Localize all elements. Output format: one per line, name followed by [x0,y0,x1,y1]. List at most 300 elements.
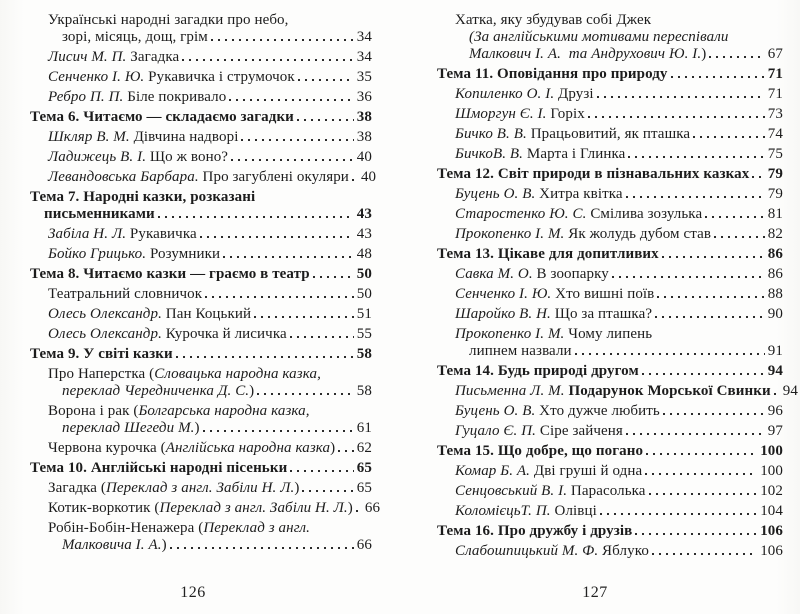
entry-title-text: Пан Коцький [161,306,252,322]
entry-title-text: Що за пташка? [550,306,653,322]
entry-author-text: Переклад з англ. [203,520,310,536]
dot-leader [600,513,757,515]
toc-item [30,149,372,166]
toc-line [437,66,783,83]
entry-author-text: Словацька народна казка, [154,366,321,382]
entry-title-text: Загадка ( [48,480,106,496]
page-ref: 97 [767,423,783,439]
entry-title-text: Як жолудь дубом став [564,226,712,242]
toc-line [455,106,783,123]
entry-title-text: ) [249,383,255,399]
entry-title-text: Друзі [554,86,594,102]
dot-leader [170,547,354,549]
entry-author-text: Левандовська Барбара. [48,169,199,185]
page-ref: 94 [782,383,798,399]
entry-title-text: ) [194,420,200,436]
page-ref: 35 [356,69,372,85]
dot-leader [597,96,765,98]
page-ref: 86 [767,266,783,282]
toc-line [455,483,783,500]
entry-author-text: Сенченко І. Ю. [48,69,145,85]
toc-column-right [437,12,798,563]
toc-line [30,460,372,477]
dot-leader [257,393,354,395]
entry-title-text: Смілива зозулька [586,206,703,222]
toc-line [455,266,783,283]
toc-item [30,12,372,46]
toc-item [30,306,372,323]
entry-title-text: Працьовитий, як пташка [526,126,691,142]
page-ref: 66 [356,537,372,553]
dot-leader [338,450,354,452]
entry-title-text: Біле покривало [123,89,227,105]
page-ref: 79 [767,186,783,202]
entry-title-text: Тема 6. Читаємо — складаємо загадки [30,109,294,125]
page-ref: 48 [356,246,372,262]
entry-title-text: Рукавичка і струмочок [144,69,295,85]
dot-leader [649,493,758,495]
toc-item [30,366,372,400]
page-ref: 58 [356,383,372,399]
entry-author-text: Старостенко Ю. С. [455,206,587,222]
page-ref: 75 [767,146,783,162]
toc-item [437,206,783,223]
dot-leader [229,99,353,101]
dot-leader [182,59,354,61]
toc-item [30,246,372,263]
toc-line [48,403,372,420]
toc-item [30,480,372,497]
entry-title-text: Що ж воно? [146,149,229,165]
toc-line [62,383,372,400]
entry-author-text: Сенцовський В. І. [455,483,568,499]
toc-line [455,543,783,560]
entry-author-text: Малковича І. А. [62,537,162,553]
entry-title-text: зорі, місяць, дощ, грім [62,29,208,45]
toc-item [437,483,783,500]
toc-line [437,166,783,183]
page-ref: 34 [356,29,372,45]
entry-title-text: Про Наперстка ( [48,366,155,382]
dot-leader [714,236,765,238]
entry-title-text: В зоопарку [532,266,609,282]
toc-heading [30,266,372,283]
toc-line [30,346,372,363]
toc-item [30,169,377,186]
entry-author-text: Забіла Н. Л. [48,226,127,242]
toc-item [30,49,372,66]
entry-title-text: Тема 12. Світ природи в пізнавальних казках [437,166,750,182]
entry-title-text: Ворона і рак ( [48,403,139,419]
toc-line [62,29,372,46]
entry-author-text: Переклад з англ. Забіли Н. Л. [105,480,295,496]
toc-heading [30,109,372,126]
entry-title-text: Тема 11. Оповідання про природу [437,66,668,82]
toc-line [469,29,783,46]
page-ref: 61 [356,420,372,436]
toc-item [30,226,372,243]
toc-line [48,326,372,343]
dot-leader [588,116,765,118]
toc-line [455,12,783,29]
page-ref: 88 [767,286,783,302]
toc-line [437,523,783,540]
dot-leader [626,196,765,198]
toc-line [30,266,372,283]
toc-line [455,403,783,420]
dot-leader [693,136,765,138]
toc-line [48,49,372,66]
dot-leader [662,256,765,258]
dot-leader [774,393,780,395]
entry-author-text: Переклад з англ. Забіли Н. Л. [159,500,348,516]
toc-line [48,12,372,29]
dot-leader [302,490,353,492]
entry-title-text: Курочка й лисичка [161,326,287,342]
page-ref: 91 [767,343,783,359]
toc-item [437,306,783,323]
toc-item [437,463,783,480]
page-ref: 82 [767,226,783,242]
entry-title-text: Загадка [126,49,180,65]
page-ref: 38 [356,109,372,125]
dot-leader [612,276,765,278]
toc-item [30,500,381,517]
page-ref: 106 [760,523,783,539]
entry-title-text: Хатка, яку збудував собі Джек [455,12,652,28]
toc-line [455,503,783,520]
page-ref: 66 [364,500,381,516]
entry-author-text: Ладижець В. І. [48,149,147,165]
entry-title-text: ) [330,440,336,456]
toc-line [30,189,372,206]
toc-line [62,537,372,554]
entry-title-text: Хто дужче любить [535,403,660,419]
entry-author-text: Шкляр В. М. [48,129,130,145]
entry-title-text: ) [701,46,707,62]
toc-line [48,169,377,186]
entry-title-text: Українські народні загадки про небо, [48,12,289,28]
toc-item [437,86,783,103]
page-ref: 100 [760,463,783,479]
page-ref: 71 [767,86,783,102]
toc-item [437,226,783,243]
toc-heading [30,346,372,363]
page-ref: 38 [356,129,372,145]
toc-line [437,443,783,460]
toc-item [437,126,783,143]
entry-title-text: Хитра квітка [535,186,623,202]
toc-line [455,383,798,400]
entry-title-text: Робін-Бобін-Ненажера ( [48,520,204,536]
page-ref: 102 [760,483,783,499]
entry-title-text: Розумники [146,246,221,262]
entry-title-text: Сіре зайченя [536,423,623,439]
toc-line [455,286,783,303]
dot-leader [211,39,354,41]
dot-leader [298,79,354,81]
toc-line [48,480,372,497]
toc-line [48,226,372,243]
dot-leader [313,276,354,278]
toc-item [437,403,783,420]
page-ref: 100 [760,443,783,459]
toc-line [455,226,783,243]
dot-leader [356,510,362,512]
dot-leader [645,473,757,475]
entry-title-text: Дві груші й одна [530,463,643,479]
toc-line [455,423,783,440]
entry-author-text: БичкоВ. В. [455,146,524,162]
page-ref: 65 [356,460,372,476]
entry-author-text: Олесь Олександр. [48,306,162,322]
page-ref: 43 [356,206,372,222]
entry-author-text: Комар Б. А. [455,463,531,479]
dot-leader [635,533,757,535]
toc-item [437,266,783,283]
toc-heading [437,523,783,540]
toc-line [437,246,783,263]
entry-title-text: Чому липень [564,326,653,342]
entry-author-text: переклад Шегеди М. [62,420,195,436]
toc-line [48,366,372,383]
entry-author-text: Англійська народна казка [165,440,331,456]
toc-line [48,149,372,166]
toc-line [44,206,372,223]
entry-title-text: Тема 16. Про дружбу і друзів [437,523,633,539]
toc-heading [30,460,372,477]
dot-leader [241,139,353,141]
page-number-right: 127 [582,584,608,601]
entry-title-text: Тема 9. У світі казки [30,346,173,362]
entry-title-text: липнем назвали [469,343,572,359]
entry-title-text: ) [347,500,353,516]
entry-title-text: Про загублені окуляри [198,169,349,185]
entry-author-text: (За англійськими мотивами переспівали [469,29,729,45]
entry-author-text: Олесь Олександр. [48,326,162,342]
entry-author-text: Буцень О. В. [455,186,536,202]
page-ref: 73 [767,106,783,122]
entry-title-text: Марта і Глинка [523,146,626,162]
page-ref: 94 [767,363,783,379]
entry-author-text: Болгарська народна казка, [138,403,310,419]
toc-line [48,520,372,537]
entry-title-text: Тема 14. Будь природі другом [437,363,639,379]
toc-item [437,286,783,303]
page-ref: 40 [356,149,372,165]
page-number-left: 126 [180,584,206,601]
toc-line [48,69,372,86]
toc-line [455,126,783,143]
page-ref: 79 [767,166,783,182]
toc-line [469,46,783,63]
toc-line [455,306,783,323]
toc-line [48,129,372,146]
dot-leader [200,236,354,238]
entry-author-text: Буцень О. В. [455,403,536,419]
toc-heading [437,166,783,183]
entry-author-text: Письменна Л. М. [455,383,565,399]
toc-line [455,463,783,480]
entry-title-text: Червона курочка ( [48,440,166,456]
dot-leader [709,56,764,58]
toc-item [30,326,372,343]
dot-leader [663,413,765,415]
toc-item [30,69,372,86]
dot-leader [290,336,354,338]
dot-leader [642,373,765,375]
toc-item [30,520,372,554]
entry-title-text: Тема 8. Читаємо казки — граємо в театр [30,266,310,282]
dot-leader [646,453,757,455]
toc-item [437,503,783,520]
toc-line [455,86,783,103]
entry-author-text: Слабошпицький М. Ф. [455,543,599,559]
dot-leader [158,216,354,218]
entry-author-text: Шаройко В. Н. [455,306,551,322]
page-ref: 86 [767,246,783,262]
toc-column-left [30,12,381,557]
toc-line [455,326,783,343]
dot-leader [705,216,765,218]
page-ref: 43 [356,226,372,242]
entry-author-text: Шморгун Є. І. [455,106,547,122]
toc-line [455,206,783,223]
entry-title-text: Тема 15. Що добре, що погано [437,443,644,459]
toc-heading [437,246,783,263]
dot-leader [290,470,353,472]
page-ref: 90 [767,306,783,322]
entry-author-text: Сенченко І. Ю. [455,286,552,302]
entry-author-text: Прокопенко І. М. [455,326,565,342]
entry-author-text: Бичко В. В. [455,126,527,142]
entry-title-text: Тема 7. Народні казки, розказані [30,189,256,205]
page-ref: 74 [767,126,783,142]
toc-line [48,89,372,106]
toc-line [48,246,372,263]
dot-leader [655,316,765,318]
entry-title-text: Дівчина надворі [129,129,239,145]
toc-line [48,286,372,303]
dot-leader [626,433,765,435]
toc-item [437,326,783,360]
toc-line [62,420,372,437]
toc-line [469,343,783,360]
page-ref: 36 [356,89,372,105]
toc-item [437,423,783,440]
entry-author-text: Малкович І. А. та Андрухович Ю. І. [469,46,702,62]
dot-leader [203,430,354,432]
dot-leader [352,179,358,181]
toc-heading [437,443,783,460]
entry-title-text: Яблуко [598,543,649,559]
entry-title-text: Подарунок Морської Свинки [564,383,771,399]
entry-title-text: Тема 10. Англійські народні пісеньки [30,460,288,476]
dot-leader [254,316,354,318]
page-ref: 104 [760,503,783,519]
toc-item [437,186,783,203]
entry-title-text: Парасолька [567,483,646,499]
toc-item [30,129,372,146]
toc-heading [437,363,783,380]
toc-line [30,109,372,126]
entry-author-text: КоломієцьТ. П. [455,503,551,519]
page-ref: 67 [767,46,783,62]
entry-title-text: Хто вишні поїв [551,286,655,302]
toc-item [437,106,783,123]
toc-item [30,403,372,437]
page-ref: 40 [360,169,377,185]
toc-line [455,146,783,163]
entry-title-text: ) [161,537,167,553]
toc-heading [30,189,372,223]
toc-line [48,500,381,517]
entry-author-text: Ребро П. П. [48,89,124,105]
page-ref: 96 [767,403,783,419]
dot-leader [657,296,764,298]
page-ref: 81 [767,206,783,222]
entry-author-text: Лисич М. П. [48,49,127,65]
entry-author-text: переклад Чередниченка Д. С. [62,383,250,399]
entry-author-text: Гуцало Є. П. [455,423,537,439]
dot-leader [297,119,354,121]
page-ref: 50 [356,286,372,302]
dot-leader [671,76,765,78]
dot-leader [205,296,354,298]
entry-title-text: ) [294,480,300,496]
toc-line [455,186,783,203]
dot-leader [752,176,764,178]
toc-item [30,89,372,106]
entry-title-text: Тема 13. Цікаве для допитливих [437,246,659,262]
entry-title-text: письменниками [44,206,155,222]
page-ref: 65 [356,480,372,496]
page-ref: 55 [356,326,372,342]
toc-item [437,146,783,163]
entry-author-text: Прокопенко І. М. [455,226,565,242]
toc-item [30,286,372,303]
entry-author-text: Копиленко О. І. [455,86,555,102]
page-ref: 58 [356,346,372,362]
dot-leader [575,353,765,355]
entry-title-text: Рукавичка [126,226,197,242]
page-ref: 51 [356,306,372,322]
page-ref: 106 [760,543,783,559]
dot-leader [223,256,354,258]
page-ref: 50 [356,266,372,282]
toc-item [30,440,372,457]
dot-leader [652,553,757,555]
entry-title-text: Олівці [550,503,597,519]
dot-leader [628,156,764,158]
toc-line [48,440,372,457]
page-ref: 62 [356,440,372,456]
dot-leader [176,356,354,358]
toc-heading [437,66,783,83]
toc-item [437,383,798,400]
toc-item [437,12,783,63]
toc-line [437,363,783,380]
page-ref: 71 [767,66,783,82]
page-ref: 34 [356,49,372,65]
toc-line [48,306,372,323]
entry-author-text: Савка М. О. [455,266,533,282]
entry-title-text: Котик-воркотик ( [48,500,160,516]
entry-title-text: Театральний словничок [48,286,203,302]
entry-author-text: Бойко Грицько. [48,246,147,262]
toc-item [437,543,783,560]
entry-title-text: Горіх [546,106,585,122]
